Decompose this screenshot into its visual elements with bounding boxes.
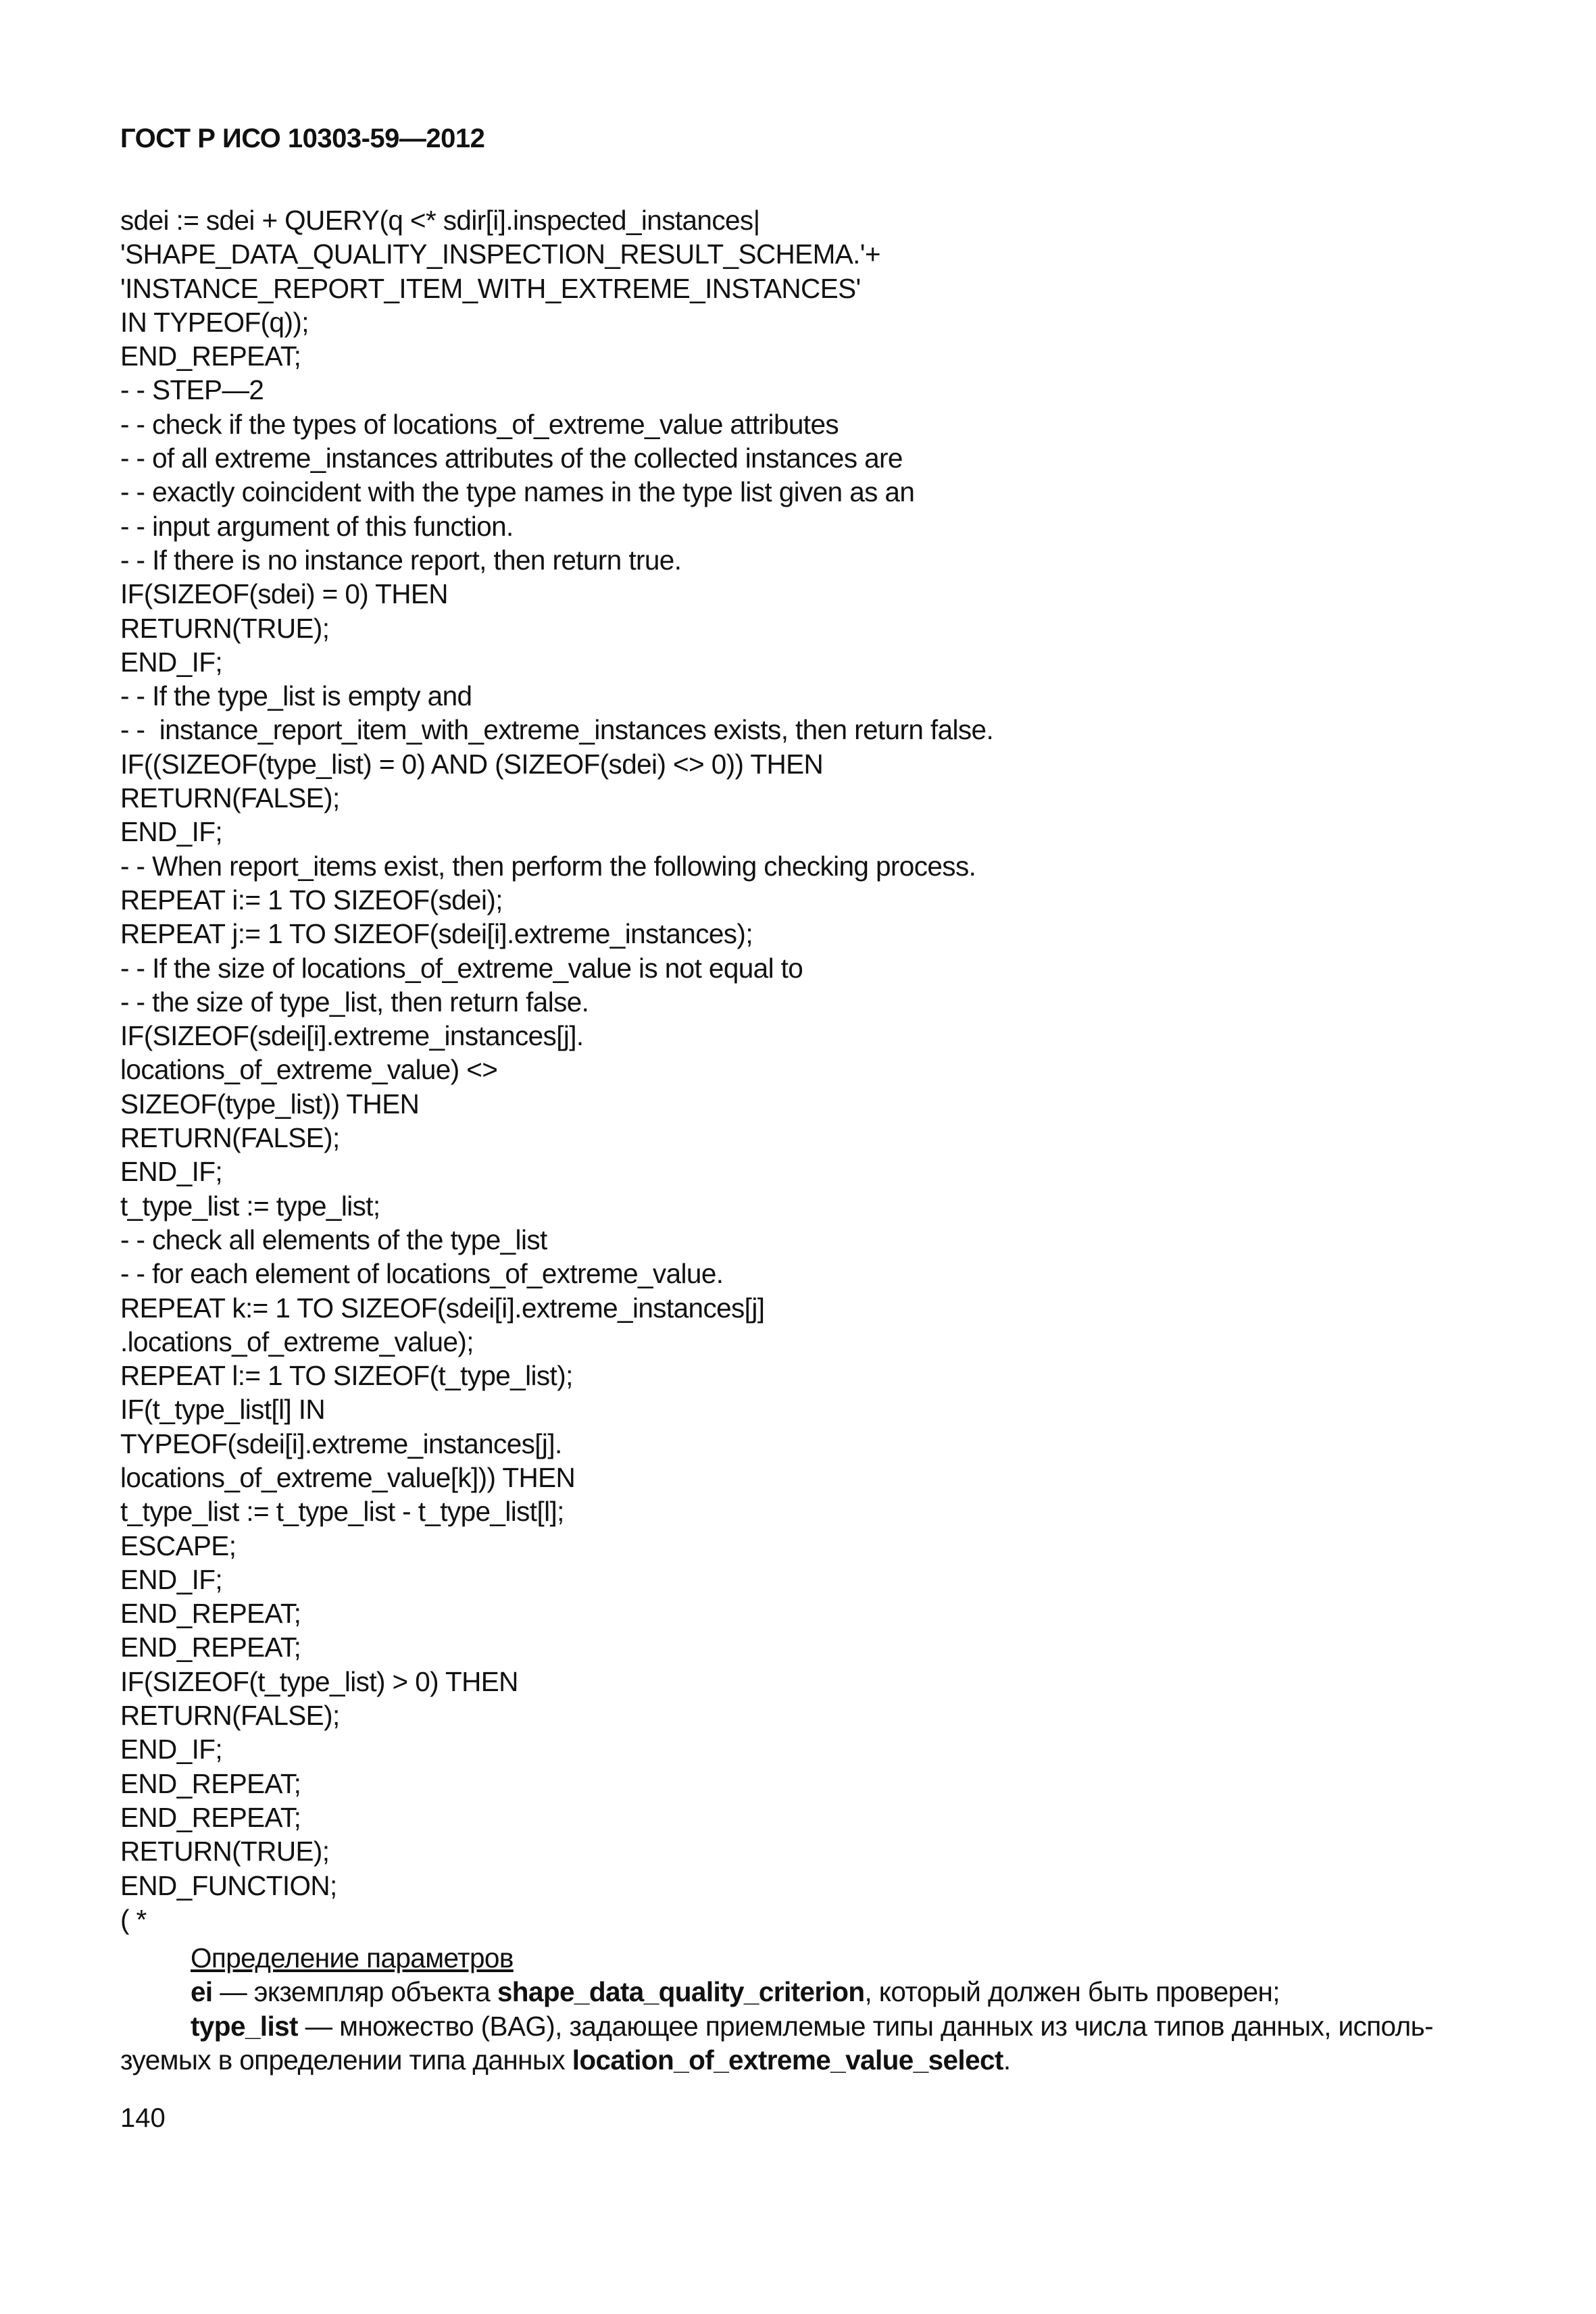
definition-text: . [1003,2044,1011,2076]
code-line: END_REPEAT; [120,1767,301,1799]
code-line: REPEAT j:= 1 TO SIZEOF(sdei[i].extreme_instances); [120,918,753,950]
code-line: END_REPEAT; [120,1598,301,1630]
code-line: ESCAPE; [120,1530,236,1561]
code-line: IF(SIZEOF(sdei) = 0) THEN [120,578,448,610]
code-line: - - If the size of locations_of_extreme_value is not equal to [120,952,803,984]
code-line: - - STEP—2 [120,374,264,406]
code-line: RETURN(TRUE); [120,612,330,644]
definition-text: — экземпляр объекта [212,1976,497,2008]
code-line: - - the size of type_list, then return false. [120,986,589,1017]
code-line: RETURN(FALSE); [120,1122,340,1154]
code-line: locations_of_extreme_value) <> [120,1054,498,1086]
code-line: - - check if the types of locations_of_extreme_value attributes [120,408,839,440]
definition-term: ei [191,1976,213,2008]
definition-ei [120,1975,1478,2009]
code-line: END_IF; [120,1563,223,1595]
code-line: END_REPEAT; [120,341,301,372]
code-line: - - for each element of locations_of_extreme_value. [120,1258,724,1290]
definition-reference: shape_data_quality_criterion [497,1976,865,2008]
definition-reference: location_of_extreme_value_select [572,2044,1003,2076]
code-line: IF(SIZEOF(sdei[i].extreme_instances[j]. [120,1020,584,1052]
express-code-block [120,203,993,1936]
code-line: - - If there is no instance report, then return true. [120,544,682,576]
code-line: SIZEOF(type_list)) THEN [120,1088,420,1120]
code-line: t_type_list := type_list; [120,1190,380,1222]
code-line: REPEAT i:= 1 TO SIZEOF(sdei); [120,884,503,915]
code-line: END_IF; [120,1734,223,1765]
code-line: - - input argument of this function. [120,510,514,542]
code-line: END_REPEAT; [120,1801,301,1833]
definition-text: — множество (BAG), задающее приемлемые типы данных из числа типов данных, исполь-зуемых в определении типа данных [120,2010,1433,2076]
code-line: - - When report_items exist, then perform the following checking process. [120,850,976,882]
code-line: IF((SIZEOF(type_list) = 0) AND (SIZEOF(sdei) <> 0)) THEN [120,748,824,780]
parameter-definitions [120,1941,1478,2077]
code-line: t_type_list := t_type_list - t_type_list[l]; [120,1496,564,1528]
definitions-title: Определение параметров [191,1942,514,1973]
code-line: END_IF; [120,816,223,848]
code-line: locations_of_extreme_value[k])) THEN [120,1461,576,1493]
definition-term: type_list [191,2010,298,2042]
code-line: END_FUNCTION; [120,1869,337,1901]
code-line: sdei := sdei + QUERY(q <* sdir[i].inspected_instances| [120,205,760,236]
code-line: RETURN(TRUE); [120,1836,330,1867]
code-line: - - check all elements of the type_list [120,1224,547,1255]
code-line: 'INSTANCE_REPORT_ITEM_WITH_EXTREME_INSTANCES' [120,272,861,304]
code-line: 'SHAPE_DATA_QUALITY_INSPECTION_RESULT_SCHEMA.'+ [120,238,880,270]
code-line: REPEAT l:= 1 TO SIZEOF(t_type_list); [120,1360,573,1392]
code-line: END_IF; [120,646,223,678]
code-line: IF(SIZEOF(t_type_list) > 0) THEN [120,1665,518,1697]
definition-type-list [120,2009,1478,2078]
code-line: IN TYPEOF(q)); [120,306,309,338]
code-line: TYPEOF(sdei[i].extreme_instances[j]. [120,1428,562,1459]
definition-text: , который должен быть проверен; [864,1976,1280,2008]
code-line: - - exactly coincident with the type names in the type list given as an [120,476,915,508]
code-line: END_REPEAT; [120,1632,301,1663]
code-line: RETURN(FALSE); [120,1700,340,1732]
code-line: - - If the type_list is empty and [120,680,472,712]
code-line: END_IF; [120,1156,223,1188]
code-line: ( * [120,1903,147,1935]
code-line: REPEAT k:= 1 TO SIZEOF(sdei[i].extreme_instances[j] [120,1292,765,1324]
code-line: .locations_of_extreme_value); [120,1326,474,1357]
code-line: - - instance_report_item_with_extreme_instances exists, then return false. [120,714,994,746]
document-header: ГОСТ Р ИСО 10303-59—2012 [120,124,485,153]
code-line: - - of all extreme_instances attributes of the collected instances are [120,443,903,474]
code-line: RETURN(FALSE); [120,782,340,814]
code-line: IF(t_type_list[l] IN [120,1394,326,1426]
page-number: 140 [120,2103,166,2133]
